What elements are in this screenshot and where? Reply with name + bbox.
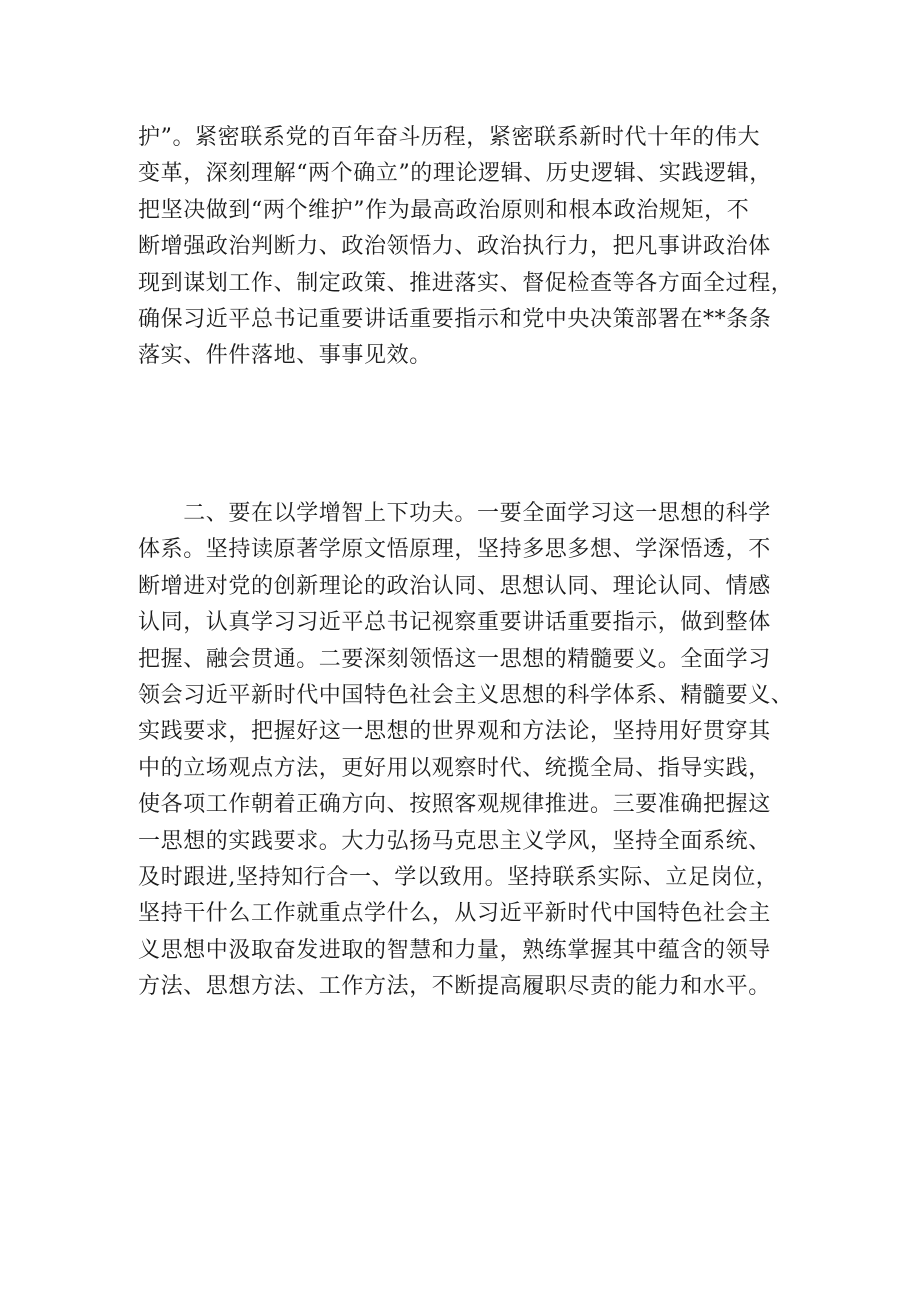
paragraph-2-line: 及时跟进,坚持知行合一、学以致用。坚持联系实际、立足岗位， [138,864,779,890]
paragraph-1-line: 确保习近平总书记重要讲话重要指示和党中央决策部署在**条条 [138,306,772,332]
paragraph-2-line: 体系。坚持读原著学原文悟原理，坚持多思多想、学深悟透，不 [138,537,771,563]
paragraph-2-line: 使各项工作朝着正确方向、按照客观规律推进。三要准确把握这 [138,792,771,818]
paragraph-2 [138,496,798,1005]
paragraph-1-line: 护”。紧密联系党的百年奋斗历程，紧密联系新时代十年的伟大 [138,125,761,150]
paragraph-2-line: 中的立场观点方法，更好用以观察时代、统揽全局、指导实践， [138,755,771,781]
paragraph-2-line: 义思想中汲取奋发进取的智慧和力量，熟练掌握其中蕴含的领导 [138,937,771,963]
paragraph-2-line: 断增进对党的创新理论的政治认同、思想认同、理论认同、情感 [138,573,771,599]
paragraph-2-line: 实践要求，把握好这一思想的世界观和方法论，坚持用好贯穿其 [138,719,771,745]
paragraph-2-line: 二、要在以学增智上下功夫。一要全面学习这一思想的科学 [138,501,771,526]
paragraph-1-line: 把坚决做到“两个维护”作为最高政治原则和根本政治规矩，不 [138,197,750,223]
paragraph-2-line: 一思想的实践要求。大力弘扬马克思主义学风，坚持全面系统、 [138,828,771,854]
paragraph-1 [138,120,798,375]
paragraph-2-line: 坚持干什么工作就重点学什么，从习近平新时代中国特色社会主 [138,901,771,927]
paragraph-1-line: 断增强政治判断力、政治领悟力、政治执行力，把凡事讲政治体 [138,234,771,260]
paragraph-2-line: 领会习近平新时代中国特色社会主义思想的科学体系、精髓要义、 [138,682,794,708]
paragraph-1-line: 落实、件件落地、事事见效。 [138,343,432,369]
paragraph-1-line: 现到谋划工作、制定政策、推进落实、督促检查等各方面全过程， [138,270,794,296]
paragraph-1-line: 变革，深刻理解“两个确立”的理论逻辑、历史逻辑、实践逻辑， [138,161,772,187]
paragraph-2-line: 把握、融会贯通。二要深刻领悟这一思想的精髓要义。全面学习 [138,646,771,672]
paragraph-2-line: 方法、思想方法、工作方法，不断提高履职尽责的能力和水平。 [138,974,771,1000]
paragraph-2-line: 认同，认真学习习近平总书记视察重要讲话重要指示，做到整体 [138,610,771,636]
